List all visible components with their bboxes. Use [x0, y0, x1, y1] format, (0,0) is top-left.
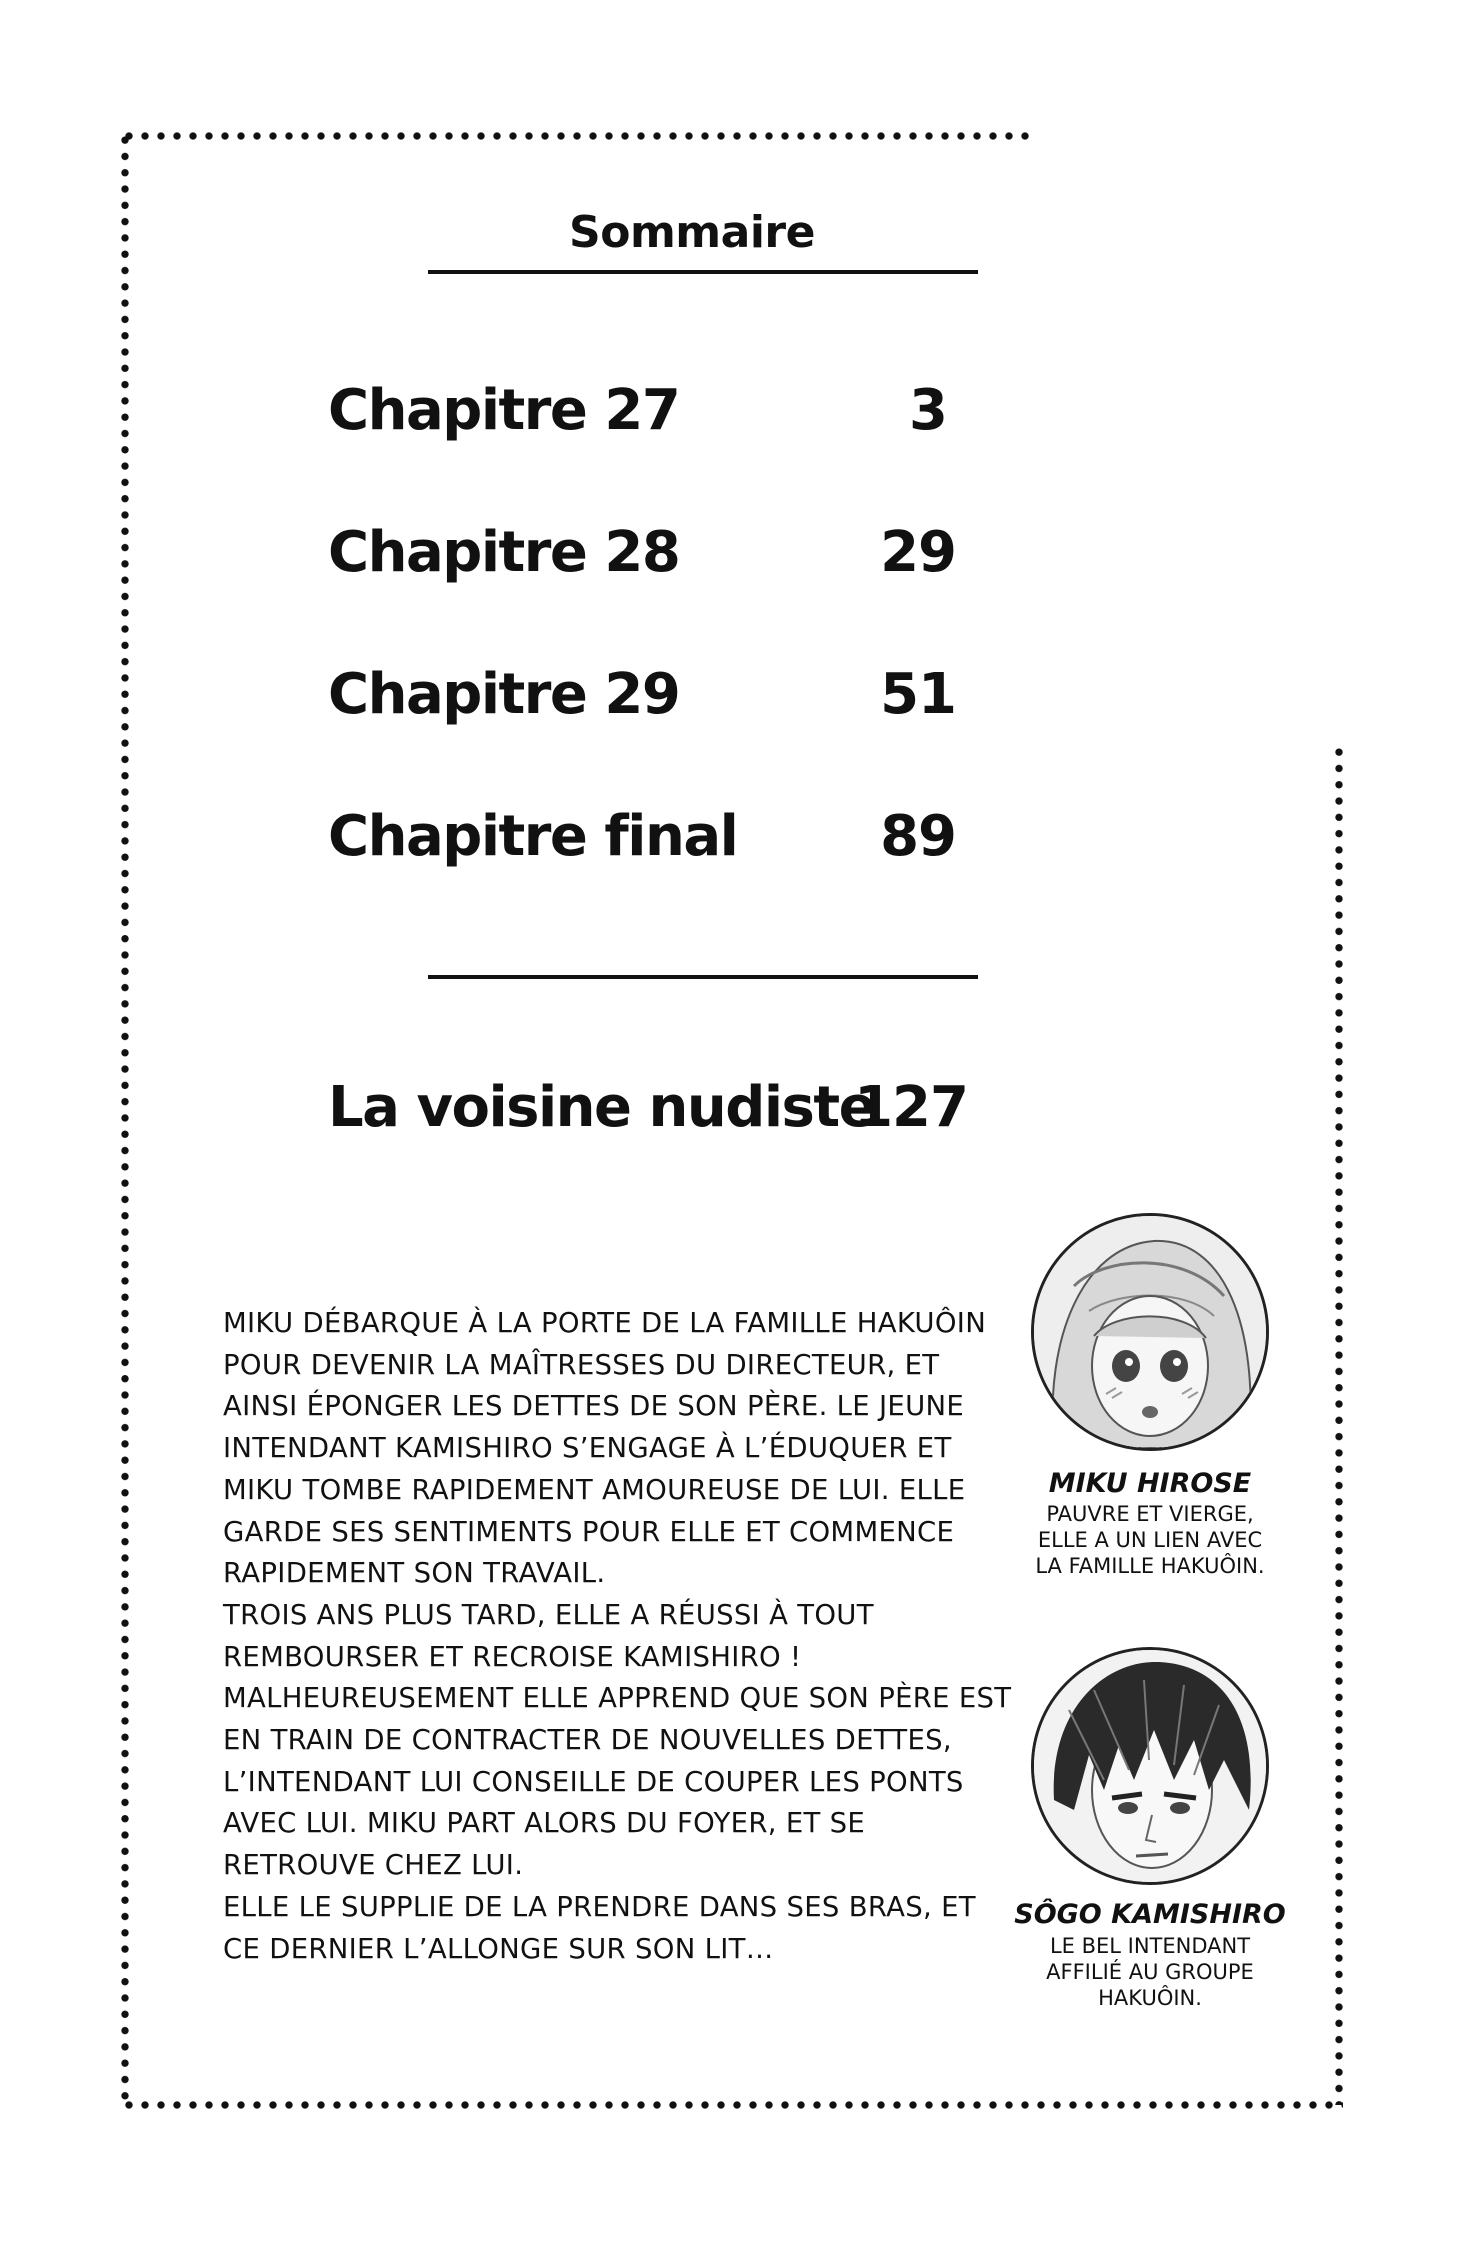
- toc-entry: [328, 804, 968, 884]
- toc-rule: [428, 975, 978, 979]
- toc-entry-label: Chapitre 27: [328, 378, 680, 443]
- synopsis-paragraph: ELLE LE SUPPLIE DE LA PRENDRE DANS SES BRAS, ET CE DERNIER L’ALLONGE SUR SON LIT…: [223, 1890, 976, 1965]
- toc-entry-label: Chapitre 28: [328, 520, 680, 585]
- toc-entry-label: Chapitre 29: [328, 662, 680, 727]
- toc-entry-page: 51: [880, 662, 956, 727]
- frame-bottom-dots: [121, 2101, 1343, 2109]
- toc-entry-page: 29: [880, 520, 956, 585]
- sogo-portrait-image: [1031, 1647, 1269, 1885]
- toc-entry-page: 3: [909, 378, 947, 443]
- toc-entry: [328, 520, 968, 600]
- toc-bonus-label: La voisine nudiste: [328, 1075, 876, 1140]
- toc-bonus-entry: [328, 1075, 968, 1155]
- toc-entry: [328, 662, 968, 742]
- frame-left-dots: [121, 132, 129, 2105]
- frame-right-dots: [1335, 744, 1343, 2105]
- character-description: LE BEL INTENDANT AFFILIÉ AU GROUPE HAKUÔIN.: [1046, 1934, 1254, 2010]
- synopsis-paragraph: TROIS ANS PLUS TARD, ELLE A RÉUSSI À TOUT REMBOURSER ET RECROISE KAMISHIRO ! MALHEUREUSEMENT ELLE APPREND QUE SON PÈRE EST EN TRAIN DE CONTRACTER DE NOUVELLES DETTES, L’INTENDANT LUI CONSEILLE DE COUPER LES PONTS AVEC LUI. MIKU PART ALORS DU FOYER, ET SE RETROUVE CHEZ LUI.: [223, 1598, 1012, 1882]
- synopsis: [223, 1303, 1013, 1970]
- toc-bonus-page: 127: [854, 1075, 968, 1140]
- page-title: Sommaire: [569, 207, 815, 258]
- miku-portrait-image: [1031, 1213, 1269, 1451]
- character-name: MIKU HIROSE: [1048, 1468, 1252, 1499]
- toc-entry-label: Chapitre final: [328, 804, 738, 869]
- character-name: SÔGO KAMISHIRO: [1014, 1899, 1286, 1930]
- title-rule: [428, 270, 978, 274]
- character-description: PAUVRE ET VIERGE, ELLE A UN LIEN AVEC LA FAMILLE HAKUÔIN.: [1035, 1502, 1265, 1578]
- synopsis-paragraph: MIKU DÉBARQUE À LA PORTE DE LA FAMILLE HAKUÔIN POUR DEVENIR LA MAÎTRESSES DU DIRECTEUR, ET AINSI ÉPONGER LES DETTES DE SON PÈRE. LE JEUNE INTENDANT KAMISHIRO S’ENGAGE À L’ÉDUQUER ET MIKU TOMBE RAPIDEMENT AMOUREUSE DE LUI. ELLE GARDE SES SENTIMENTS POUR ELLE ET COMMENCE RAPIDEMENT SON TRAVAIL.: [223, 1307, 987, 1590]
- toc-entry-page: 89: [880, 804, 956, 869]
- frame-top-dots: [121, 132, 1036, 140]
- toc-entry: [328, 378, 968, 458]
